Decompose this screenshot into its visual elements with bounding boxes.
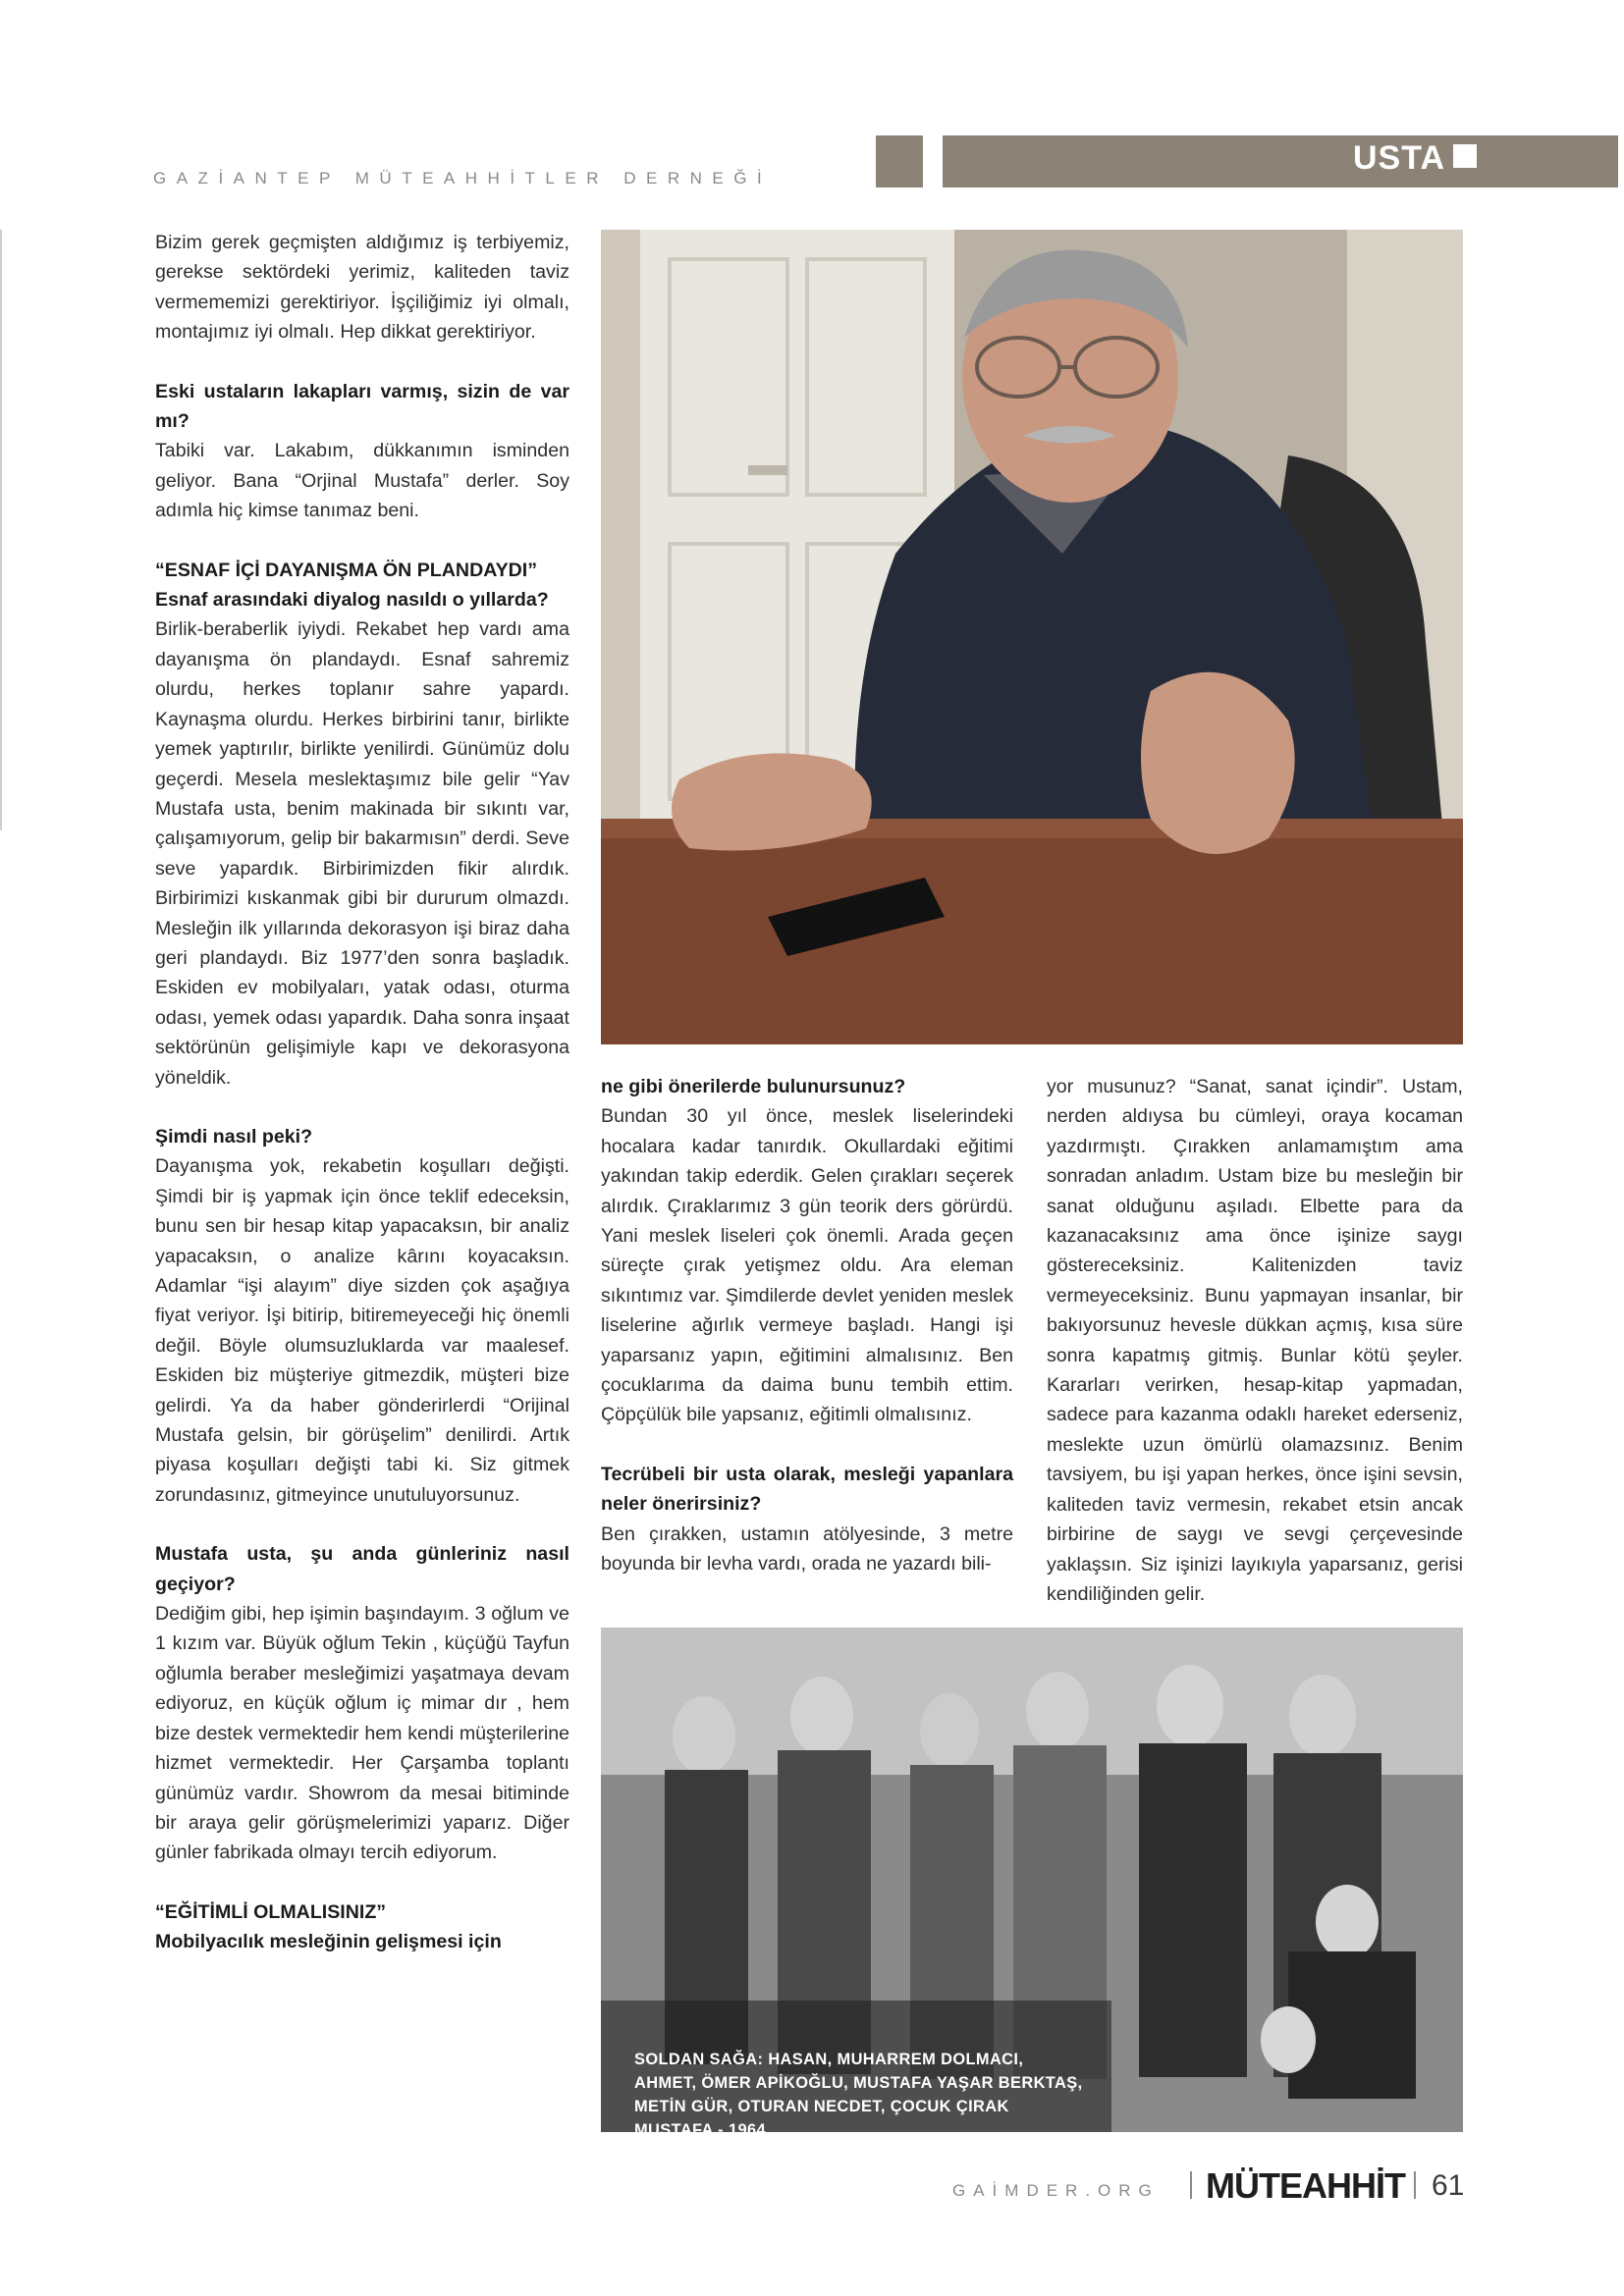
header-section-bar [943,135,1618,187]
answer-paragraph: Bundan 30 yıl önce, meslek liselerindeki hocalara kadar tanırdık. Okullardaki eğitimi yakından takip ederdik. Gelen çırakları seçerek alırdık. Çıraklarımız 3 gün teorik ders görürdü. Yani meslek liseleri çok önemli. Arada geçen süreçte çırak yetişmez oldu. Ara eleman sıkıntımız var. Şimdilerde devlet yeniden meslek liselerine ağırlık vermeye başladı. Hangi işi yaparsanız yapın, eğitimini almalısınız. Ben çocuklarıma da daima bunu tembih ettim. Çöpçülük bile yapsanız, eğitimli olmalısınız. [601,1105,1013,1426]
section-title: USTA [1353,139,1446,177]
portrait-photo [601,230,1463,1044]
subheading: “ESNAF İÇİ DAYANIŞMA ÖN PLANDAYDI” [155,559,538,581]
question-heading: Mustafa usta, şu anda günleriniz nasıl geçiyor? [155,1543,569,1595]
answer-paragraph: Birlik-beraberlik iyiydi. Rekabet hep vardı ama dayanışma ön plandaydı. Esnaf sahremiz olurdu, herkes toplanır sahre yapardı. Kaynaşma olurdu. Herkes birbirini tanır, birlikte yemek yaptırılır, birlikte yenilirdi. Günümüz dolu geçerdi. Mesela meslektaşımız bile gelir “Yav Mustafa usta, benim makinada bir sıkıntı var, çalışamıyorum, gelip bir bakarmısın” derdi. Seve seve yapardık. Birbirimizden fikir alırdık. Birbirimizi kıskanmak gibi bir dururum olmazdı. Mesleğin ilk yıllarında dekorasyon işi biraz daha geri plandaydı. Biz 1977’den sonra başladık. Eskiden ev mobilyaları, yatak odası, oturma odası, yemek odası yapardık. Daha sonra inşaat sektörünün gelişimiyle kapı ve dekorasyona yöneldik. [155,618,569,1089]
header-association: GAZİANTEP MÜTEAHHİTLER DERNEĞİ [153,169,773,187]
footer-website: GAİMDER.ORG [952,2181,1160,2200]
question-heading: Eski ustaların lakapları varmış, sizin de var mı? [155,380,569,433]
answer-paragraph: Dayanışma yok, rekabetin koşulları değişti. Şimdi bir iş yapmak için önce teklif edeceksin, bunu sen bir hesap kitap yapacaksın, bir analiz yapacaksın, o analize kârını koyacaksın. Adamlar “işi alayım” diye sizden çok aşağıya fiyat veriyor. İşi bitirip, bitiremeyeceği hiç önemli değil. Böyle olumsuzluklarda var maalesef. Eskiden biz müşteriye gitmezdik, müşteri bize gelirdi. Ya da haber gönderirlerdi “Orijinal Mustafa gelsin, bir görüşelim” denilirdi. Artık piyasa koşulları değişti tabi ki. Siz gitmek zorundasınız, gitmeyince unutuluyorsunuz. [155,1155,569,1506]
header-section-label [1353,139,1477,178]
column-1 [155,228,569,1957]
left-margin-rule [0,230,2,830]
footer-divider [1414,2171,1416,2199]
photo-caption: SOLDAN SAĞA: HASAN, MUHARREM DOLMACI, AHMET, ÖMER APİKOĞLU, MUSTAFA YAŞAR BERKTAŞ, METİN GÜR, OTURAN NECDET, ÇOCUK ÇIRAK MUSTAFA - 1964 [634,2051,1083,2139]
question-heading: Tecrübeli bir usta olarak, mesleği yapanlara neler önerirsiniz? [601,1463,1013,1516]
column-2 [601,1072,1013,1579]
answer-paragraph: Tabiki var. Lakabım, dükkanımın isminden geliyor. Bana “Orjinal Mustafa” derler. Soy adımla hiç kimse tanımaz beni. [155,440,569,522]
question-heading: Şimdi nasıl peki? [155,1125,313,1148]
answer-paragraph: yor musunuz? “Sanat, sanat içindir”. Ustam, nerden aldıysa bu cümleyi, oraya kocaman yazdırmıştı. Çırakken anlamamıştım ama sonradan anladım. Ustam bize bu mesleğin bir sanat olduğunu aşıladı. Elbette para da kazanacaksınız ama önce işinize saygı göstereceksiniz. Kalitenizden taviz vermeyeceksiniz. Bunu yapmayan insanlar, bir bakıyorsunuz hevesle dükkan açmış, kısa süre sonra kapatmış gitmiş. Bunlar kötü şeyler. Kararları verirken, hesap-kitap yapmadan, sadece para kazanma odaklı hareket ederseniz, meslekte uzun ömürlü olamazsınız. Benim tavsiyem, bu işi yapan herkes, önce işini sevsin, kaliteden taviz vermesin, rekabet etsin ancak birbirine de saygı ve sevgi çerçevesinde yaklaşsın. Siz işinizi layıkıyla yaparsanız, gerisi kendiliğinden gelir. [1047,1076,1463,1605]
footer-divider [1190,2171,1192,2199]
subheading: “EĞİTİMLİ OLMALISINIZ” [155,1900,387,1923]
answer-paragraph: Dediğim gibi, hep işimin başındayım. 3 oğlum ve 1 kızım var. Büyük oğlum Tekin , küçüğü Tayfun oğlumla beraber mesleğimizi yaşatmaya devam ediyoruz, en küçük oğlum iç mimar dır , hem bize destek vermektedir hem kendi müşterilerine hizmet vermektedir. Her Çarşamba toplantı günümüz vardır. Showrom da mesai bitiminde bir araya gelir görüşmelerimizi yaparız. Diğer günler fabrikada olmayı tercih ediyorum. [155,1603,569,1864]
paragraph: Bizim gerek geçmişten aldığımız iş terbiyemiz, gerekse sektördeki yerimiz, kaliteden taviz vermememizi gerektiriyor. İşçiliğimiz iyi olmalı, montajımız iyi olmalı. Hep dikkat gerektiriyor. [155,232,569,344]
column-3 [1047,1072,1463,1609]
question-heading: ne gibi önerilerde bulunursunuz? [601,1076,906,1097]
square-icon [1453,144,1477,168]
question-heading: Esnaf arasındaki diyalog nasıldı o yıllarda? [155,589,549,612]
header-accent-box [876,135,923,187]
question-heading: Mobilyacılık mesleğinin gelişmesi için [155,1931,502,1953]
page-number: 61 [1432,2169,1465,2202]
footer-magazine-logo: MÜTEAHHİT [1206,2165,1405,2206]
answer-paragraph: Ben çırakken, ustamın atölyesinde, 3 metre boyunda bir levha vardı, orada ne yazardı bili- [601,1522,1013,1575]
